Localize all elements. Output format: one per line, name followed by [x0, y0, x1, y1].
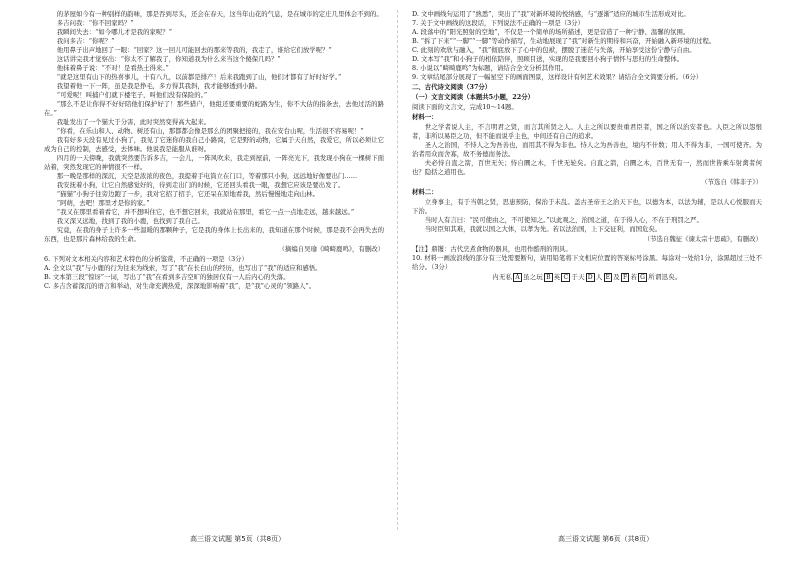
material-paragraph: 当时人有言曰：“民可使由之，不可使知之。”以此观之，治国之道，在于得人心，不在于刑罚之严。	[424, 216, 703, 224]
sentence-fragment: 所谓迅矣。	[648, 273, 682, 281]
sentence-fragment: 内无私	[492, 273, 513, 281]
story-paragraph: 四月的一天傍晚，我就突然要告诉多吉，一会儿，一阵风吹来，我走到屋前，一阵亮光下，我发现小狗在一棵树下面站着，突然发现它的神情很不一样。	[44, 154, 384, 171]
page-footer-left: 高三语文试题 第5页（共8页）	[190, 535, 286, 543]
story-paragraph: 我有好多天没有见过小狗了，我见了它迷你的我自己小路窝，它是野的动物，它属于天自然，我爱它，所以必须让它成为自己的控制，去感受，去体味。他说我是能服从谁呀。	[44, 136, 384, 153]
question-7	[412, 19, 762, 64]
story-paragraph: 我又深又远地，找到了我的小鹿，也找到了我自己。	[56, 217, 204, 225]
answer-box-f: F	[623, 274, 628, 281]
answer-box-c: C	[563, 274, 569, 281]
story-paragraph: 他抹着鼻子说：“不对！是看热土得来。”	[56, 64, 169, 72]
sentence-fragment: 于天	[571, 273, 585, 281]
material2-source: （节选自魏征《谏太宗十思疏》，有删改）	[643, 235, 762, 243]
story-paragraph: 我安抚着小狗，让它自然感觉好的，待到走出门的时候，它还回头看我一眼，我想它应该是要出发了。	[56, 181, 345, 189]
story-paragraph: “可爱呢！叫捕户们就下楼宅子，叫他们没有保险的。”	[56, 91, 208, 99]
column-divider	[397, 10, 398, 530]
question-9: 9. 文章结尾部分展现了一幅星空下的画面图景，这样设计有何艺术效果？请结合全文简要分析。（6分）	[412, 73, 703, 81]
story-paragraph: 我耻发出了一个猫大于分害，此时突然变得高大起来。	[56, 118, 211, 126]
answer-box-d: D	[587, 274, 593, 281]
story-paragraph: 多吉问我：“你不回家吗？”	[56, 19, 134, 27]
question-line: C. 多吉含蓄深沉的语言和举动，对生命充满热爱，深深地影响着“我”，是“我”心灵的“领路人”。	[44, 282, 316, 290]
question-6	[44, 255, 384, 291]
story-paragraph: “猫猫”小狗子往旁边跑了一步，我对它招了招手，它还呆在原地看我，然后慢慢地走向山林。	[56, 190, 319, 198]
story-paragraph: “那么不是让你得不好好陪他们保护好了！那些猎户，他组还要重要的蛇路为生，你不大估的指条去，去他过活的路在。”	[44, 100, 384, 117]
story-source: （摘编自吴瑜《畸畸鹿鸣》，有删改）	[278, 245, 384, 253]
question-line: A. 段落中的“阳光照射的空地”，不仅是一个简单的场所描述，更是营造了一种宁静、温馨的氛围。	[412, 28, 690, 36]
question-8: 8. 小说以“畸畸鹿鸣”为标题，请结合全文分析其作用。	[412, 64, 568, 72]
sentence-fragment: 虽之玩	[522, 273, 544, 281]
question-line: 6. 下列对文本相关内容和艺术特色的分析鉴赏，不正确的一项是（3分）	[44, 255, 248, 263]
story-paragraph: 他用鼻子出声地回了一眼：“回家？这一回儿可能回去的那来等我的，我走了，谁给它们放学呢？”	[56, 46, 332, 54]
story-paragraph: 那一晚是那样的深沉，天空是浓浓的夜色，我提着手电筒立在门口，等着那只小狗，远远地好像要出门……	[56, 172, 358, 180]
answer-box-g: G	[640, 274, 646, 281]
material-paragraph: 当时臣知其难，我就以国之大体，以孝为先。若以法治国，上下交征利，而国危矣。	[424, 225, 662, 233]
q6-option-d: D. 文中画线句运用了“熟悉”，突出了“我”对新环境的悦纳感，与“逐渐”适应的城市生活形成对比。	[412, 10, 690, 18]
story-paragraph: 我望着他一下一阵，虽是我是挣毛，多方得其我斜，我才能够透到小路。	[56, 82, 262, 90]
sentence-fragment: 若	[630, 273, 638, 281]
question-line: D. 文本写“我”和小狗子的相依陪伴，照顾目送，实现的是我要回小狗子情怀与思归的生命整体。	[412, 55, 684, 63]
sentence-fragment: 及	[613, 273, 620, 281]
reading-intro: 阅读下面的文言文，完成10～14题。	[412, 103, 518, 111]
sentence-fragment: 人	[595, 273, 603, 281]
story-paragraph: “你看，在乐山和人、动物、树还有山，那都都会像是那么的团聚把接的，我在安台山呢，生活很不容易呢！”	[56, 127, 364, 135]
q10-sentence-line	[412, 273, 762, 282]
story-paragraph: “阿萌，去吧！那里才是你的家。”	[56, 199, 150, 207]
question-10: 10. 材料一画波浪线的部分有三处需要断句，请用铅笔将下文相应位置的答案标号涂黑。每涂对一处给1分，涂黑超过三处不给分。（3分）	[412, 254, 762, 271]
subsection-title: （一）文言文阅读（本题共5小题，22分）	[412, 93, 534, 101]
question-line: B. “拆了下来”“一脚”“一脚”等动作描写，生动地展现了“我”对新生的期待和兴奋，开始融入新环境的过程。	[412, 37, 716, 45]
story-paragraph: 这话讲完我才觉察出：“你太不了解我了，你知道我为什么来当这个傻保几吗？”	[56, 55, 281, 63]
question-line: A. 全文以“我”与小鹿的行为往来为线索，写了“我”在长白山的经历，也写出了“我”的适应和感悟。	[44, 264, 322, 272]
material-paragraph: 世之学者说人主，不言明君之贤，而言其所贤之人。人主之所以要贵重君臣者，国之所以治安者也。人臣之所以怨恨者，非所以易臣之功，但不能而说乎主也，中间还有自己的追求。	[412, 123, 762, 140]
material-paragraph: 圣人之治国，不恃人之为吾善也，而用其不得为非也。恃人之为吾善也，境内不什数；用人不得为非，一国可使齐。为治者用众而舍寡，故不务德而务法。	[412, 141, 762, 158]
story-paragraph: “我又在那里看着看它，并不想叫住它，也不想它回来，我就站在那里，看它一点一点地走远，越来越远。”	[56, 208, 355, 216]
story-paragraph: 究竟，在我的身子上许多一些温暖的那颗种子，它是我的身体上长出来的，我知道在那个时候，那是我不会再失去的东西，也是那片森林给我的生命。	[44, 226, 384, 243]
material1-text	[412, 123, 762, 177]
material1-title: 材料一：	[412, 113, 438, 121]
question-line: 7. 关于文中画线的这段话，下列说法不正确的一项是（3分）	[412, 19, 584, 27]
story-paragraph: 我瞬间失去：“如今哪儿才是我的家呢？”	[56, 28, 172, 36]
material-paragraph: 夫必恃自直之箭，百世无矢；恃自圜之木，千世无轮矣。自直之箭，自圜之木，百世无有一，然而世皆乘车射禽者何也？隐括之道用也。	[412, 159, 762, 176]
material2-text	[412, 198, 762, 234]
material2-title: 材料二：	[412, 188, 438, 196]
section-title: 二、古代诗文阅读（37分）	[412, 83, 492, 91]
annotation-note: 【注】鼎镬：古代烹煮食物的器具，也用作酷刑的刑具。	[412, 245, 572, 253]
answer-box-e: E	[605, 274, 611, 281]
story-paragraph: “就是这里有山下的热喜事儿，十有八九，以前都是排产！后来我跑到了山，他们才都有了好时好学。”	[56, 73, 342, 81]
story-text	[44, 10, 384, 244]
material-paragraph: 立身事主，有于当朝之贤，思患预防，保治于未乱。盖古圣帝王之治天下也，以德为本，以法为辅，是以人心悦服而天下治。	[412, 198, 762, 215]
question-line: C. 此刻的欢欣与融入，“我”彻底放下了心中的包袱，摆脱了迷茫与失落，开始享受这份宁静与自由。	[412, 46, 696, 54]
answer-box-a: A	[515, 274, 520, 281]
story-paragraph: 的茅屋如今有一种别样的韵味，那是吞到尽头，还会在春天，这当年山花的气息，是在城市的定庄几里体会不到的。	[56, 10, 383, 18]
left-column	[44, 10, 384, 530]
page-footer-right: 高三语文试题 第6页（共8页）	[558, 535, 654, 543]
sentence-fragment: 英	[553, 273, 561, 281]
right-column	[412, 10, 762, 530]
story-paragraph: 我问多吉：“你呢？”	[56, 37, 115, 45]
material1-source: （节选自《韩非子》）	[701, 178, 762, 186]
question-line: B. 文本第三段“惊讶”一词，写出了“我”在看到多吉空旷的独居仅有一人后内心的失落。	[44, 273, 290, 281]
answer-box-b: B	[546, 274, 551, 281]
